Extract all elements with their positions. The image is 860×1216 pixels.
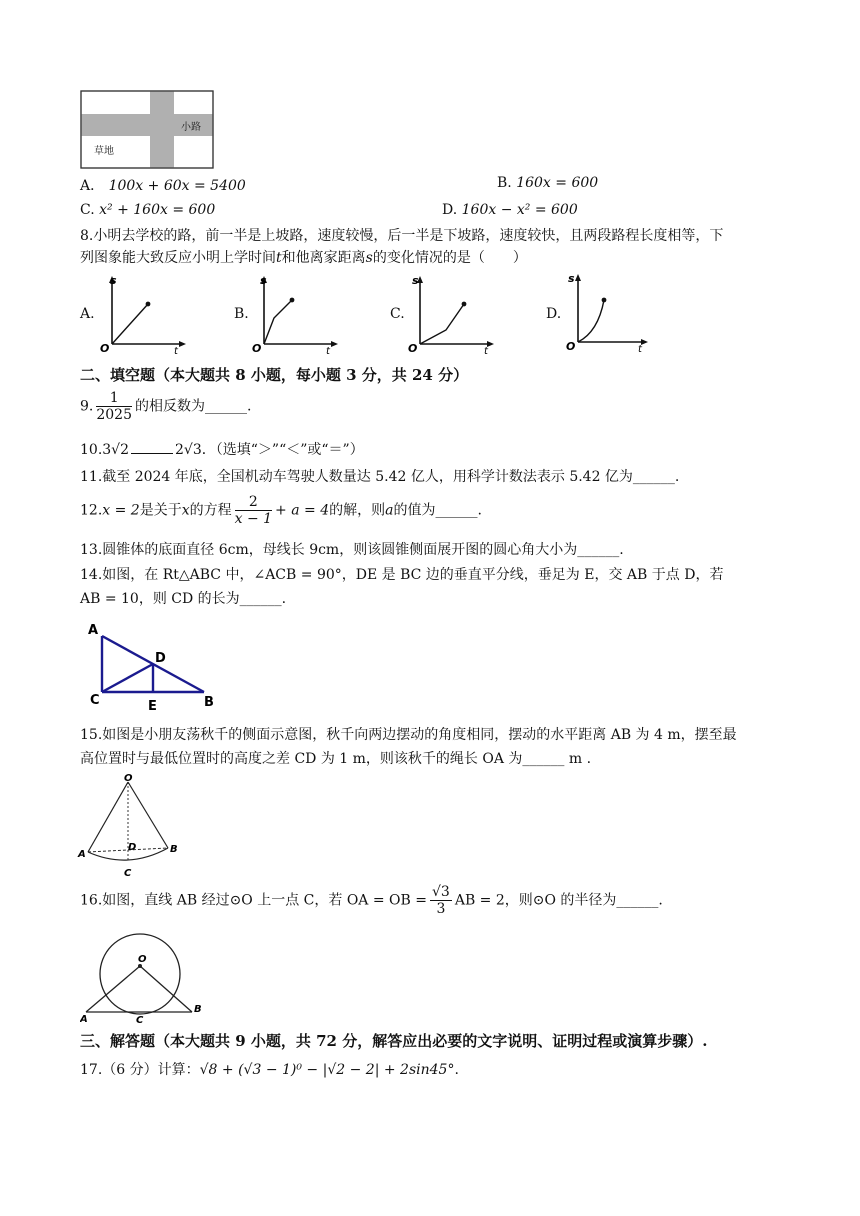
q8-option-d-label: D. <box>546 306 562 322</box>
q15-line1: 15.如图是小朋友荡秋千的侧面示意图，秋千向两边摆动的角度相同，摆动的水平距离 AB 为 4 m，摆至最 <box>80 727 737 743</box>
q8-option-b-label: B. <box>234 306 249 322</box>
q12: 12.x = 2是关于x的方程 $\frac{2}{x - 1}$ + a = 4的解，则a的值为______. <box>80 494 482 527</box>
q8-graph-b <box>250 272 340 354</box>
road-grass-figure <box>80 90 214 170</box>
q7-option-b-eq: 160x = 600 <box>516 175 599 191</box>
q15-line2: 高位置时与最低位置时的高度之差 CD 为 1 m，则该秋千的绳长 OA 为______ m . <box>80 751 592 767</box>
q14-line1: 14.如图，在 Rt△ABC 中，∠ACB = 90°，DE 是 BC 边的垂直平分线，垂足为 E，交 AB 于点 D，若 <box>80 567 724 583</box>
q11: 11.截至 2024 年底，全国机动车驾驶人数量达 5.42 亿人，用科学计数法表示 5.42 亿为______. <box>80 469 680 485</box>
svg-text:A: A <box>88 623 99 638</box>
svg-text:C: C <box>90 693 100 708</box>
q7-option-c: C. x² + 160x = 600 <box>80 202 216 218</box>
svg-text:B: B <box>194 1004 202 1015</box>
q9-fraction: $\frac{1}{2025}$ <box>96 390 132 423</box>
svg-text:s: s <box>568 272 575 285</box>
svg-text:O: O <box>408 342 418 354</box>
svg-text:D: D <box>155 651 166 666</box>
q13: 13.圆锥体的底面直径 6cm，母线长 9cm，则该圆锥侧面展开图的圆心角大小为______. <box>80 542 624 558</box>
svg-text:s: s <box>412 274 419 287</box>
q16: 16.如图，直线 AB 经过⊙O 上一点 C，若 OA = OB = $\frac{√3}{3}$ AB = 2，则⊙O 的半径为______. <box>80 884 663 917</box>
q10-blank <box>131 441 173 454</box>
svg-text:A: A <box>78 849 86 860</box>
q16-circle-figure <box>80 932 210 1024</box>
svg-text:O: O <box>100 342 110 354</box>
section-3-heading: 三、解答题（本大题共 9 小题，共 72 分，解答应出必要的文字说明、证明过程或演算步骤）. <box>80 1032 708 1050</box>
q8-graph-a <box>98 272 188 354</box>
q8-graph-c <box>406 272 498 354</box>
svg-text:C: C <box>124 868 132 879</box>
q8-graph-d <box>564 270 650 352</box>
q16-fraction: $\frac{√3}{3}$ <box>432 884 450 917</box>
svg-text:D: D <box>128 842 137 853</box>
q14-triangle-figure <box>82 620 222 712</box>
svg-text:C: C <box>136 1015 144 1024</box>
svg-text:E: E <box>148 699 157 712</box>
svg-text:s: s <box>260 274 267 287</box>
q9: 9. $\frac{1}{2025}$ 的相反数为______. <box>80 390 252 423</box>
q8-option-c-label: C. <box>390 306 405 322</box>
q8-line2: 列图象能大致反应小明上学时间t和他离家距离s的变化情况的是（ ） <box>80 250 527 266</box>
q17: 17.（6 分）计算：√8 + (√3 − 1)⁰ − |√2 − 2| + 2sin45°. <box>80 1062 459 1078</box>
q7-option-d: D. 160x − x² = 600 <box>442 202 578 218</box>
road-label: 小路 <box>181 122 201 133</box>
svg-text:t: t <box>484 346 488 354</box>
svg-text:t: t <box>174 346 178 354</box>
q7-option-a: A． 100x + 60x = 5400 <box>80 178 246 194</box>
q8-option-a-label: A. <box>80 306 95 322</box>
svg-text:O: O <box>124 773 133 784</box>
svg-text:t: t <box>326 346 330 354</box>
svg-text:O: O <box>138 954 147 965</box>
q10: 10.3√2 2√3．（选填“＞”“＜”或“＝”） <box>80 442 364 458</box>
svg-text:B: B <box>204 695 214 710</box>
q12-fraction: $\frac{2}{x - 1}$ <box>234 494 273 527</box>
q15-swing-figure <box>76 772 186 880</box>
svg-text:B: B <box>170 844 178 855</box>
svg-text:O: O <box>252 342 262 354</box>
q7-option-b: B. 160x = 600 <box>497 175 599 191</box>
svg-text:t: t <box>638 344 642 352</box>
svg-text:O: O <box>566 340 576 352</box>
q7-option-c-eq: x² + 160x = 600 <box>99 202 216 218</box>
q17-expression: √8 + (√3 − 1)⁰ − |√2 − 2| + 2sin45° <box>199 1062 455 1078</box>
q8-line1: 8.小明去学校的路，前一半是上坡路，速度较慢，后一半是下坡路，速度较快，且两段路程长度相等，下 <box>80 228 724 244</box>
grass-label: 草地 <box>94 146 114 157</box>
section-2-heading: 二、填空题（本大题共 8 小题，每小题 3 分，共 24 分） <box>80 366 469 384</box>
svg-text:s: s <box>110 274 117 287</box>
q7-option-d-eq: 160x − x² = 600 <box>461 202 578 218</box>
q7-option-a-eq: 100x + 60x = 5400 <box>108 178 246 194</box>
q14-line2: AB = 10，则 CD 的长为______. <box>80 591 287 607</box>
svg-text:A: A <box>80 1014 88 1024</box>
